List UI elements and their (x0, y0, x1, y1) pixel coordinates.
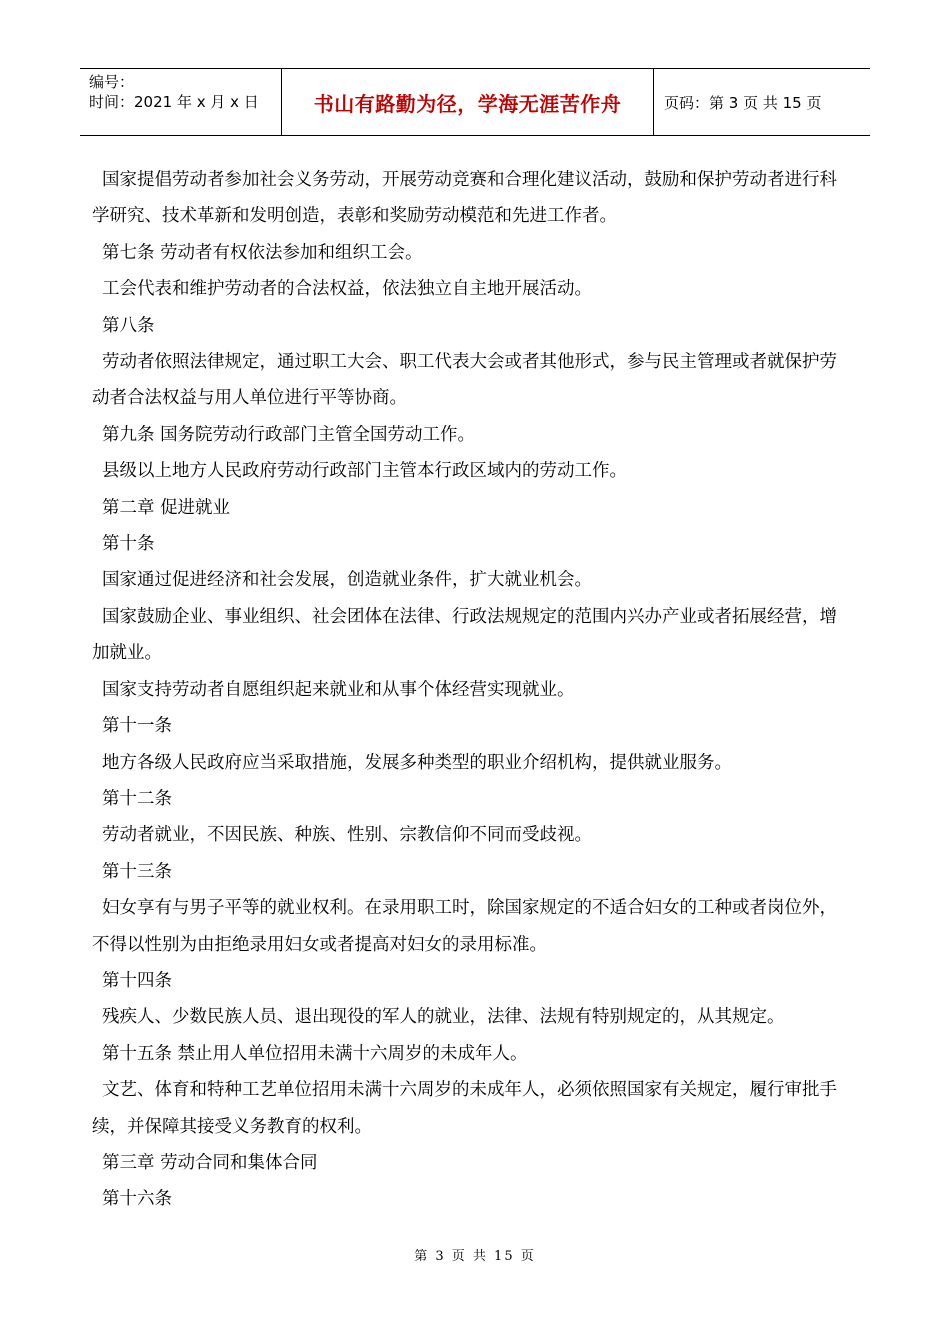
chapter-heading: 第二章 促进就业 (102, 497, 231, 518)
paragraph: 国家支持劳动者自愿组织起来就业和从事个体经营实现就业。 (102, 679, 575, 700)
document-time-label: 时间：2021 年 x 月 x 日 (89, 93, 259, 111)
paragraph: 国家鼓励企业、事业组织、社会团体在法律、行政法规规定的范围内兴办产业或者拓展经营，增加就业。 (92, 606, 837, 664)
paragraph: 残疾人、少数民族人员、退出现役的军人的就业，法律、法规有特别规定的，从其规定。 (102, 1007, 785, 1028)
article-heading: 第十一条 (102, 716, 172, 737)
article-heading: 第十四条 (102, 970, 172, 991)
paragraph: 劳动者依照法律规定，通过职工大会、职工代表大会或者其他形式，参与民主管理或者就保护劳动者合法权益与用人单位进行平等协商。 (92, 352, 837, 409)
article-heading: 第十二条 (102, 788, 172, 809)
paragraph: 县级以上地方人民政府劳动行政部门主管本行政区域内的劳动工作。 (102, 461, 627, 482)
article-heading: 第十五条 禁止用人单位招用未满十六周岁的未成年人。 (102, 1043, 528, 1064)
chapter-heading: 第三章 劳动合同和集体合同 (102, 1152, 318, 1173)
article-heading: 第九条 国务院劳动行政部门主管全国劳动工作。 (102, 424, 476, 445)
header-meta (80, 69, 282, 135)
page-header (80, 68, 870, 136)
article-heading: 第八条 (102, 315, 155, 336)
article-heading: 第七条 劳动者有权依法参加和组织工会。 (102, 242, 423, 263)
document-body (92, 162, 854, 1218)
header-page-info: 页码：第 3 页 共 15 页 (664, 93, 822, 112)
article-heading: 第十三条 (102, 861, 172, 882)
paragraph: 国家提倡劳动者参加社会义务劳动，开展劳动竞赛和合理化建议活动，鼓励和保护劳动者进行科学研究、技术革新和发明创造，表彰和奖励劳动模范和先进工作者。 (92, 170, 837, 227)
paragraph: 工会代表和维护劳动者的合法权益，依法独立自主地开展活动。 (102, 279, 592, 300)
document-number-label: 编号： (89, 73, 135, 91)
article-heading: 第十六条 (102, 1189, 172, 1210)
header-motto: 书山有路勤为径，学海无涯苦作舟 (282, 69, 654, 135)
paragraph: 妇女享有与男子平等的就业权利。在录用职工时，除国家规定的不适合妇女的工种或者岗位外，不得以性别为由拒绝录用妇女或者提高对妇女的录用标准。 (92, 898, 837, 955)
paragraph: 国家通过促进经济和社会发展，创造就业条件，扩大就业机会。 (102, 570, 592, 591)
paragraph: 地方各级人民政府应当采取措施，发展多种类型的职业介绍机构，提供就业服务。 (102, 752, 732, 773)
paragraph: 文艺、体育和特种工艺单位招用未满十六周岁的未成年人，必须依照国家有关规定，履行审批手续，并保障其接受义务教育的权利。 (92, 1080, 837, 1137)
paragraph: 劳动者就业，不因民族、种族、性别、宗教信仰不同而受歧视。 (102, 825, 592, 846)
article-heading: 第十条 (102, 534, 155, 555)
page-footer: 第 3 页 共 15 页 (414, 1249, 536, 1264)
